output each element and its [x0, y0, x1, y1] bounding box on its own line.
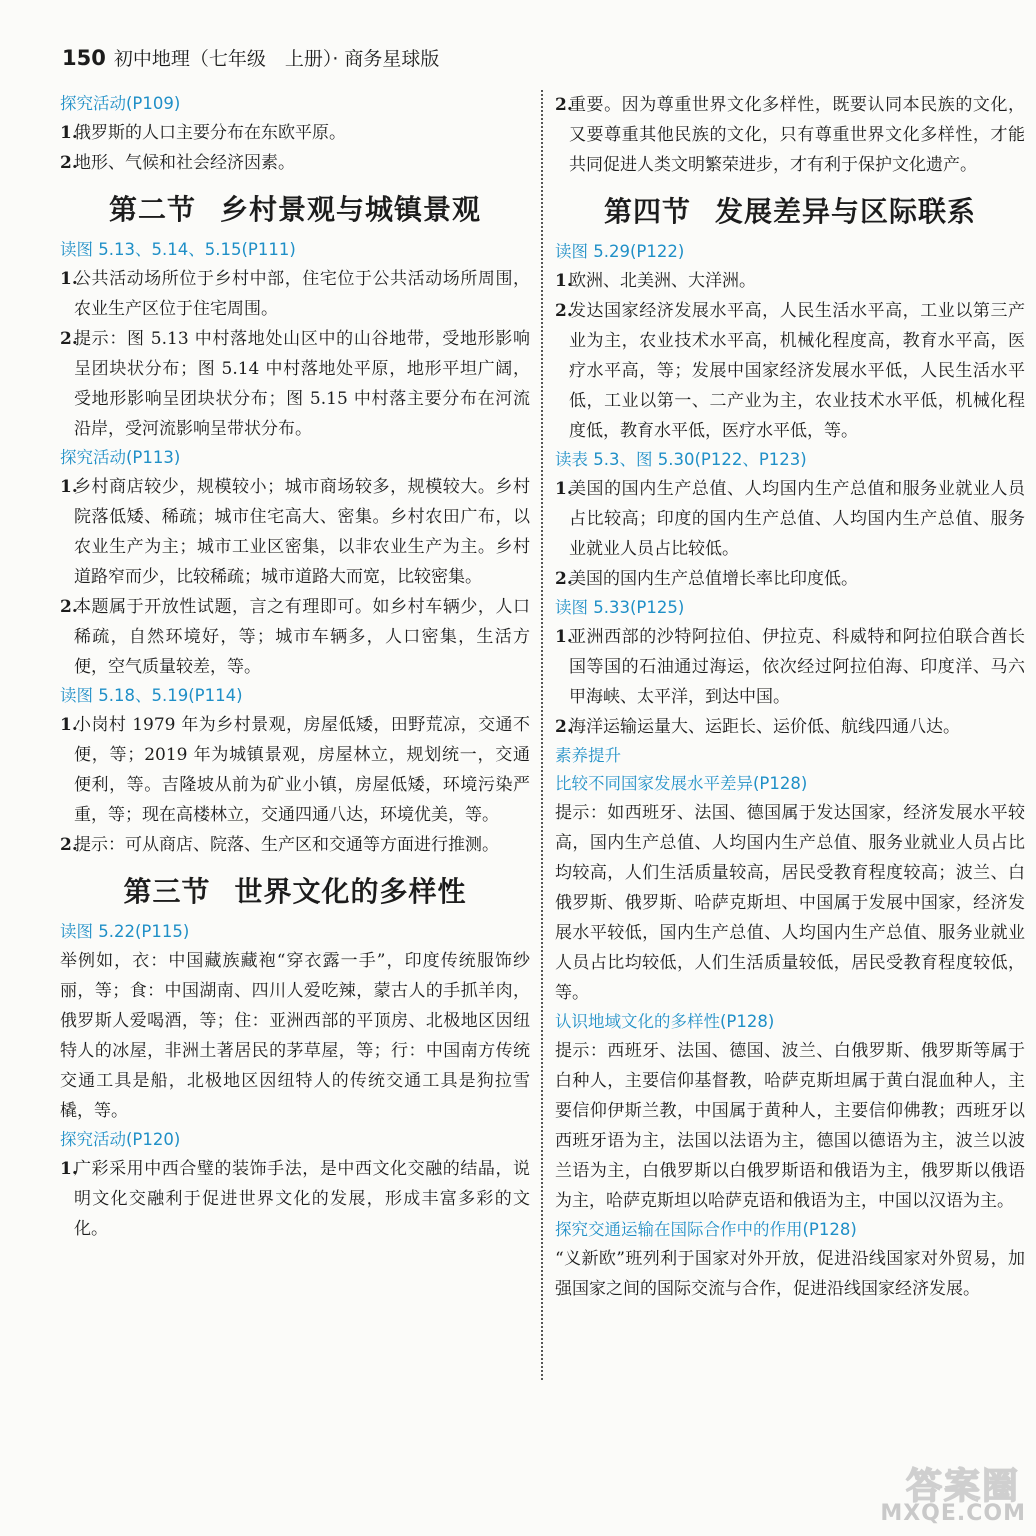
item-text: 发达国家经济发展水平高，人民生活水平高，工业以第三产业为主，农业技术水平高，机械化程度高，教育水平高，医疗水平高，等；发展中国家经济发展水平低，人民生活水平低，工业以第一、二产业为主，农业技术水平低，机械化程度低，教育水平低，医疗水平低，等。 [569, 301, 1025, 441]
section-number: 第三节 [123, 875, 211, 908]
subheading: 素养提升 [555, 746, 621, 765]
answer-item [60, 710, 530, 830]
item-number: 1. [60, 477, 78, 497]
item-number: 2. [60, 597, 78, 617]
subheading: 读表 5.3、图 5.30(P122、P123) [555, 450, 807, 469]
section-title [60, 870, 530, 910]
subheading: 探究活动(P109) [60, 94, 181, 113]
answer-item [60, 148, 530, 178]
subheading: 读图 5.13、5.14、5.15(P111) [60, 240, 296, 259]
item-number: 2. [555, 301, 573, 321]
subheading: 读图 5.22(P115) [60, 922, 190, 941]
item-number: 2. [60, 835, 78, 855]
answer-item [60, 264, 530, 324]
answer-item [555, 564, 1025, 594]
item-number: 2. [555, 569, 573, 589]
book-title: 初中地理（七年级 上册）· 商务星球版 [113, 48, 440, 70]
item-text: 提示：可从商店、院落、生产区和交通等方面进行推测。 [74, 835, 499, 855]
subheading: 探究交通运输在国际合作中的作用(P128) [555, 1220, 857, 1239]
answer-item [555, 622, 1025, 712]
item-text: 美国的国内生产总值增长率比印度低。 [569, 569, 858, 589]
answer-item [555, 712, 1025, 742]
section-number: 第四节 [603, 195, 691, 228]
section-title [555, 190, 1025, 230]
section-name: 发展差异与区际联系 [715, 195, 977, 228]
subheading: 比较不同国家发展水平差异(P128) [555, 774, 808, 793]
item-number: 2. [555, 95, 573, 115]
section-number: 第二节 [108, 193, 196, 226]
answer-item [60, 1154, 530, 1244]
item-number: 1. [60, 715, 78, 735]
item-number: 1. [555, 479, 573, 499]
watermark-url: MXQE.COM [880, 1501, 1026, 1526]
item-text: 亚洲西部的沙特阿拉伯、伊拉克、科威特和阿拉伯联合酋长国等国的石油通过海运，依次经过阿拉伯海、印度洋、马六甲海峡、太平洋，到达中国。 [569, 627, 1025, 707]
subheading: 读图 5.29(P122) [555, 242, 685, 261]
answer-paragraph: 提示：如西班牙、法国、德国属于发达国家，经济发展水平较高，国内生产总值、人均国内生产总值、服务业就业人员占比均较高，人们生活质量较高，居民受教育程度较高；波兰、白俄罗斯、俄罗斯、哈萨克斯坦、中国属于发展中国家，经济发展水平较低，国内生产总值、人均国内生产总值、服务业就业人员占比均较低，人们生活质量较低，居民受教育程度较低，等。 [555, 803, 1025, 1003]
answer-paragraph: “义新欧”班列利于国家对外开放，促进沿线国家对外贸易，加强国家之间的国际交流与合作，促进沿线国家经济发展。 [555, 1249, 1025, 1299]
subheading: 探究活动(P113) [60, 448, 181, 467]
item-text: 乡村商店较少，规模较小；城市商场较多，规模较大。乡村院落低矮、稀疏；城市住宅高大、密集。乡村农田广布，以农业生产为主；城市工业区密集，以非农业生产为主。乡村道路窄而少，比较稀疏；城市道路大而宽，比较密集。 [74, 477, 530, 587]
left-column [60, 90, 530, 1244]
section-name: 乡村景观与城镇景观 [220, 193, 482, 226]
page-number: 150 [62, 46, 106, 70]
item-number: 1. [60, 269, 78, 289]
subheading: 探究活动(P120) [60, 1130, 181, 1149]
answer-item [60, 324, 530, 444]
answer-item [555, 266, 1025, 296]
item-number: 1. [60, 123, 78, 143]
column-divider [541, 90, 543, 1380]
subheading: 读图 5.18、5.19(P114) [60, 686, 243, 705]
item-number: 2. [60, 329, 78, 349]
item-text: 俄罗斯的人口主要分布在东欧平原。 [74, 123, 346, 143]
item-number: 2. [555, 717, 573, 737]
answer-item [60, 592, 530, 682]
answer-paragraph: 提示：西班牙、法国、德国、波兰、白俄罗斯、俄罗斯等属于白种人，主要信仰基督教，哈萨克斯坦属于黄白混血种人，主要信仰伊斯兰教，中国属于黄种人，主要信仰佛教；西班牙以西班牙语为主，法国以法语为主，德国以德语为主，波兰以波兰语为主，白俄罗斯以白俄罗斯语和俄语为主，俄罗斯以俄语为主，哈萨克斯坦以哈萨克语和俄语为主，中国以汉语为主。 [555, 1041, 1025, 1211]
item-text: 提示：图 5.13 中村落地处山区中的山谷地带，受地形影响呈团块状分布；图 5.14 中村落地处平原，地形平坦广阔，受地形影响呈团块状分布；图 5.15 中村落主要分布在河流沿岸，受河流影响呈带状分布。 [74, 329, 530, 439]
item-number: 2. [60, 153, 78, 173]
subheading: 认识地域文化的多样性(P128) [555, 1012, 775, 1031]
item-text: 海洋运输运量大、运距长、运价低、航线四通八达。 [569, 717, 960, 737]
subheading: 读图 5.33(P125) [555, 598, 685, 617]
watermark-logo [878, 1458, 1028, 1528]
answer-item [60, 118, 530, 148]
answer-item [60, 472, 530, 592]
section-title [60, 188, 530, 228]
answer-item [555, 474, 1025, 564]
answer-paragraph: 举例如，衣：中国藏族藏袍“穿衣露一手”，印度传统服饰纱丽，等；食：中国湖南、四川人爱吃辣，蒙古人的手抓羊肉，俄罗斯人爱喝酒，等；住：亚洲西部的平顶房、北极地区因纽特人的冰屋，非洲土著居民的茅草屋，等；行：中国南方传统交通工具是船，北极地区因纽特人的传统交通工具是狗拉雪橇，等。 [60, 951, 530, 1121]
item-number: 1. [60, 1159, 78, 1179]
page-header [62, 44, 439, 78]
item-text: 小岗村 1979 年为乡村景观，房屋低矮，田野荒凉，交通不便，等；2019 年为城镇景观，房屋林立，规划统一，交通便利，等。吉隆坡从前为矿业小镇，房屋低矮，环境污染严重，等；现在高楼林立，交通四通八达，环境优美，等。 [74, 715, 530, 825]
item-text: 本题属于开放性试题，言之有理即可。如乡村车辆少，人口稀疏，自然环境好，等；城市车辆多，人口密集，生活方便，空气质量较差，等。 [74, 597, 530, 677]
answer-item [60, 830, 530, 860]
item-number: 1. [555, 627, 573, 647]
item-text: 地形、气候和社会经济因素。 [74, 153, 295, 173]
item-number: 1. [555, 271, 573, 291]
answer-item [555, 296, 1025, 446]
watermark-chars: 答案圈 [905, 1466, 1020, 1507]
item-text: 重要。因为尊重世界文化多样性，既要认同本民族的文化，又要尊重其他民族的文化，只有尊重世界文化多样性，才能共同促进人类文明繁荣进步，才有利于保护文化遗产。 [569, 95, 1025, 175]
item-text: 美国的国内生产总值、人均国内生产总值和服务业就业人员占比较高；印度的国内生产总值、人均国内生产总值、服务业就业人员占比较低。 [569, 479, 1025, 559]
right-column [555, 90, 1025, 1304]
item-text: 欧洲、北美洲、大洋洲。 [569, 271, 756, 291]
item-text: 广彩采用中西合璧的装饰手法，是中西文化交融的结晶，说明文化交融利于促进世界文化的发展，形成丰富多彩的文化。 [74, 1159, 530, 1239]
answer-item [555, 90, 1025, 180]
item-text: 公共活动场所位于乡村中部，住宅位于公共活动场所周围，农业生产区位于住宅周围。 [74, 269, 530, 319]
section-name: 世界文化的多样性 [234, 875, 467, 908]
